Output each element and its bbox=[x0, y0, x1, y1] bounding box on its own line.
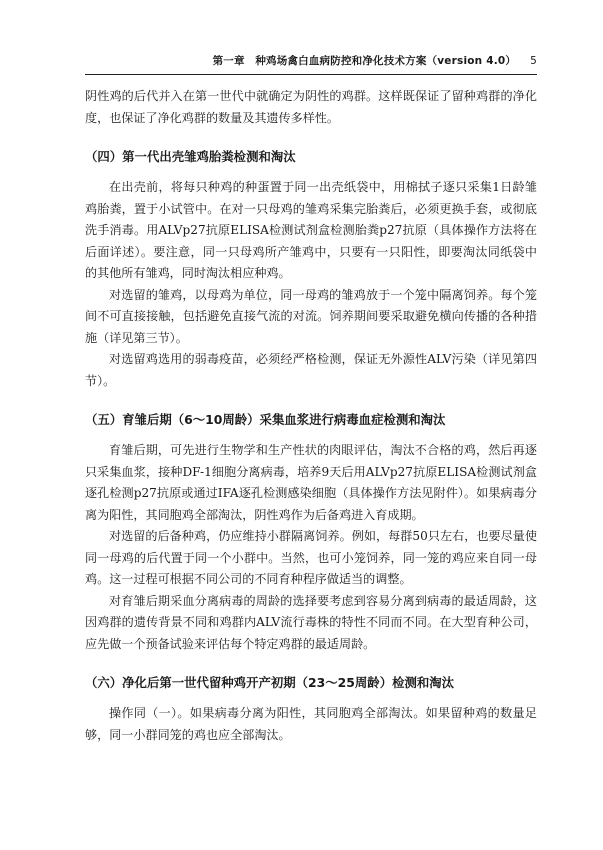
header-rule bbox=[85, 74, 537, 75]
running-header bbox=[213, 53, 537, 68]
intro-paragraph: 阴性鸡的后代并入在第一世代中就确定为阴性的鸡群。这样既保证了留种鸡群的净化度，也保证了净化鸡群的数量及其遗传多样性。 bbox=[85, 89, 537, 125]
paragraph: 对选留的后备种鸡，仍应维持小群隔离饲养。例如，每群50只左右，也要尽量使同一母鸡的后代置于同一个小群中。当然，也可小笼饲养，同一笼的鸡应来自同一母鸡。这一过程可根据不同公司的不同育种程序做适当的调整。 bbox=[85, 529, 537, 586]
paragraph: 育雏后期，可先进行生物学和生产性状的肉眼评估，淘汰不合格的鸡，然后再逐只采集血浆，接种DF-1细胞分离病毒，培养9天后用ALVp27抗原ELISA检测试剂盒逐孔检测p27抗原或通过IFA逐孔检测感染细胞（具体操作方法见附件）。如果病毒分离为阳性，其同胞鸡全部淘汰，阴性鸡作为后备鸡进入育成期。 bbox=[85, 443, 537, 522]
paragraph: 对育雏后期采血分离病毒的周龄的选择要考虑到容易分离到病毒的最适周龄，这因鸡群的遗传背景不同和鸡群内ALV流行毒株的特性不同而不同。在大型育种公司，应先做一个预备试验来评估每个特定鸡群的最适周龄。 bbox=[85, 593, 537, 651]
paragraph: 对选留鸡选用的弱毒疫苗，必须经严格检测，保证无外源性ALV污染（详见第四节）。 bbox=[85, 352, 537, 388]
section-heading-4: （四）第一代出壳雏鸡胎粪检测和淘汰 bbox=[85, 149, 296, 164]
paragraph: 操作同（一）。如果病毒分离为阳性，其同胞鸡全部淘汰。如果留种鸡的数量足够，同一小群同笼的鸡也应全部淘汰。 bbox=[85, 706, 537, 742]
section-heading-5: （五）育雏后期（6～10周龄）采集血浆进行病毒血症检测和淘汰 bbox=[85, 412, 446, 427]
chapter-title: 第一章 种鸡场禽白血病防控和净化技术方案（version 4.0） bbox=[212, 55, 517, 67]
body-text bbox=[85, 86, 537, 746]
page-number: 5 bbox=[530, 55, 537, 67]
paragraph: 在出壳前，将每只种鸡的种蛋置于同一出壳纸袋中，用棉拭子逐只采集1日龄雏鸡胎粪，置于小试管中。在对一只母鸡的雏鸡采集完胎粪后，必须更换手套，或彻底洗手消毒。用ALVp27抗原ELISA检测试剂盒检测胎粪p27抗原（具体操作方法将在后面详述）。要注意，同一只母鸡所产雏鸡中，只要有一只阳性，即要淘汰同纸袋中的其他所有雏鸡，同时淘汰相应种鸡。 bbox=[85, 180, 537, 280]
paragraph: 对选留的雏鸡，以母鸡为单位，同一母鸡的雏鸡放于一个笼中隔离饲养。每个笼间不可直接接触，包括避免直接气流的对流。饲养期间要采取避免横向传播的各种措施（详见第三节）。 bbox=[85, 287, 537, 345]
section-heading-6: （六）净化后第一世代留种鸡开产初期（23～25周龄）检测和淘汰 bbox=[85, 675, 455, 690]
